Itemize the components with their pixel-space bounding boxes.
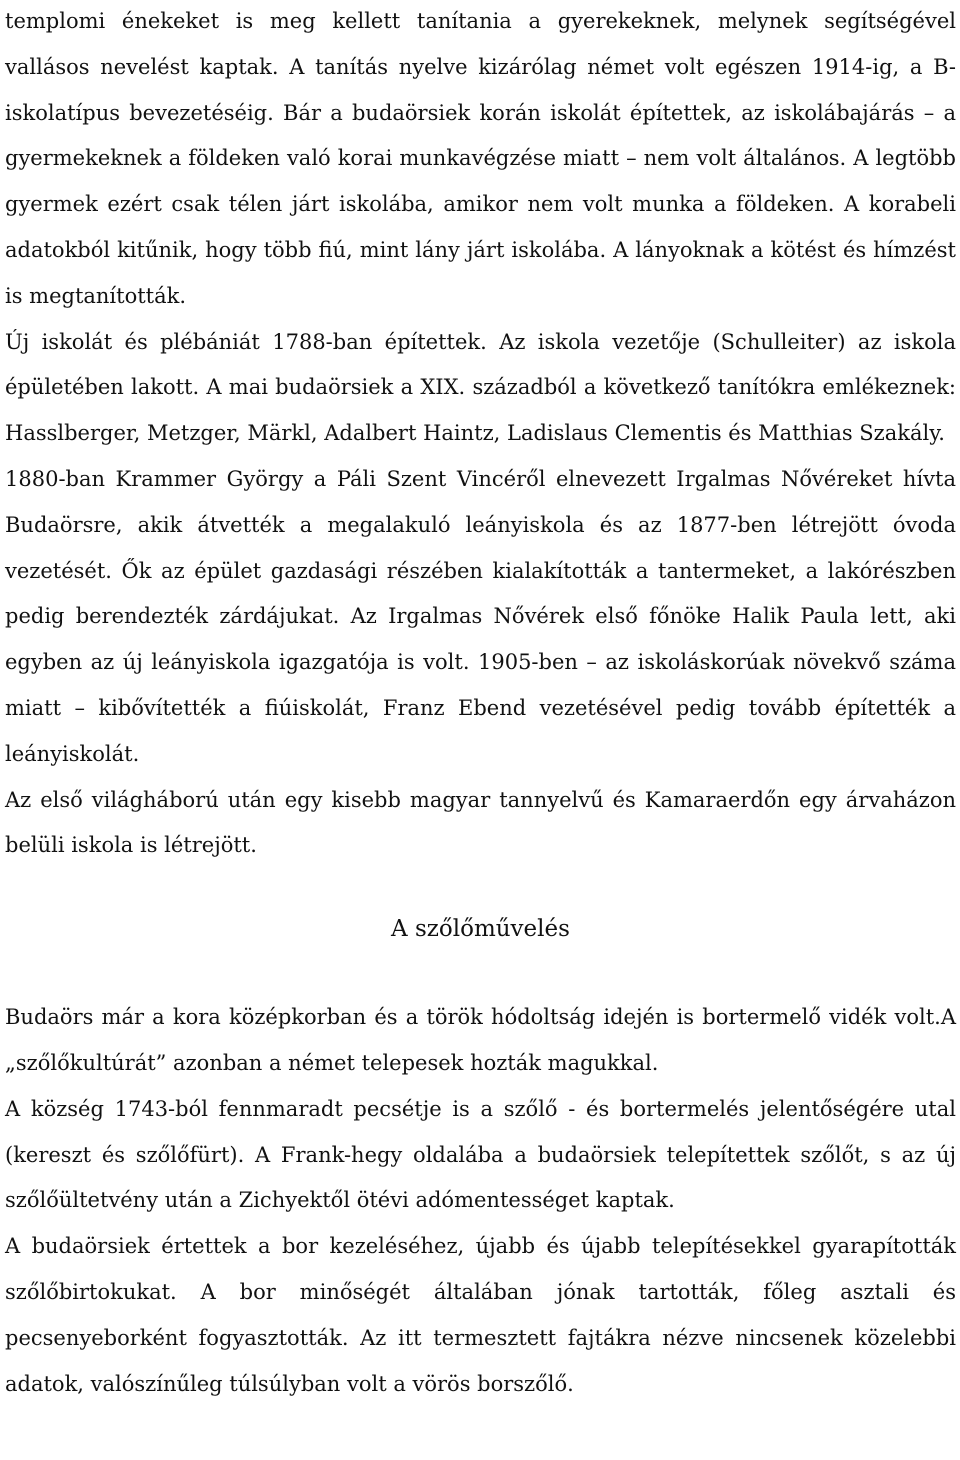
paragraph-wine-handling: A budaörsiek értettek a bor kezeléséhez, újabb és újabb telepítésekkel gyarapították szőlőbirtokukat. A bor minőségét általában jónak tartották, főleg asztali és pecsenyeborként fogyasztották. Az itt termesztett fajtákra nézve nincsenek közelebbi adatok, valószínűleg túlsúlyban volt a vörös borszőlő.	[5, 1234, 956, 1396]
section-heading: A szőlőművelés	[391, 916, 570, 943]
section-heading-wrapper	[5, 869, 956, 995]
paragraph-sisters-of-mercy: 1880-ban Krammer György a Páli Szent Vincéről elnevezett Irgalmas Nővéreket hívta Budaörsre, akik átvették a megalakuló leányiskola és az 1877-ben létrejött óvoda vezetését. Ők az épület gazdasági részében kialakították a tantermeket, a lakórészben pedig berendezték zárdájukat. Az Irgalmas Nővérek első főnöke Halik Paula lett, aki egyben az új leányiskola igazgatója is volt. 1905-ben – az iskoláskorúak növekvő száma miatt – kibővítették a fiúiskolát, Franz Ebend vezetésével pedig tovább építették a leányiskolát.	[5, 466, 956, 766]
paragraph-school-history: templomi énekeket is meg kellett tanítania a gyerekeknek, melynek segítségével vallásos nevelést kaptak. A tanítás nyelve kizárólag német volt egészen 1914-ig, a B- iskolatípus bevezetéséig. Bár a budaörsiek korán iskolát építettek, az iskolábajárás – a gyermekeknek a földeken való korai munkavégzése miatt – nem volt általános. A legtöbb gyermek ezért csak télen járt iskolába, amikor nem volt munka a földeken. A korabeli adatokból kitűnik, hogy több fiú, mint lány járt iskolába. A lányoknak a kötést és hímzést is megtanították.	[5, 9, 956, 308]
paragraph-wine-region: Budaörs már a kora középkorban és a török hódoltság idején is bortermelő vidék volt.A „szőlőkultúrát” azonban a német telepesek hozták magukkal.	[5, 1005, 956, 1075]
paragraph-seal: A község 1743-ból fennmaradt pecsétje is a szőlő - és bortermelés jelentőségére utal (kereszt és szőlőfürt). A Frank-hegy oldalába a budaörsiek telepítettek szőlőt, s az új szőlőültetvény után a Zichyektől ötévi adómentességet kaptak.	[5, 1096, 956, 1213]
paragraph-after-war: Az első világháború után egy kisebb magyar tannyelvű és Kamaraerdőn egy árvaházon belüli iskola is létrejött.	[5, 787, 956, 858]
document-page	[5, 0, 956, 1407]
paragraph-new-school: Új iskolát és plébániát 1788-ban építettek. Az iskola vezetője (Schulleiter) az iskola épületében lakott. A mai budaörsiek a XIX. századból a következő tanítókra emlékeznek: Hasslberger, Metzger, Märkl, Adalbert Haintz, Ladislaus Clementis és Matthias Szakály.	[5, 329, 956, 446]
